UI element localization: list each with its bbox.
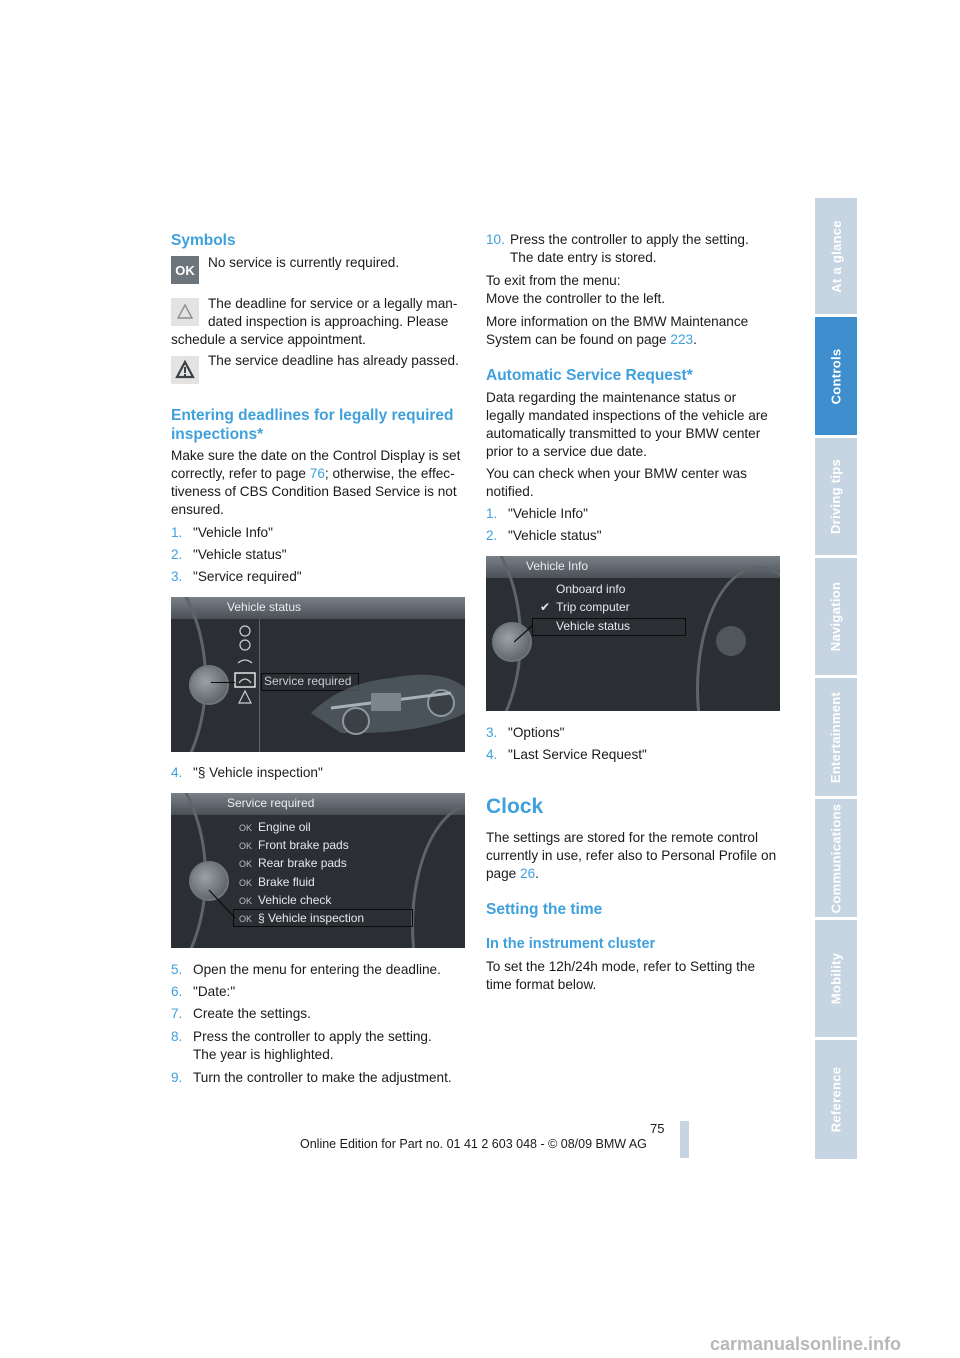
section-heading-deadlines-1: Entering deadlines for legally required — [171, 407, 454, 424]
step-item: 9. Turn the controller to make the adjustment. — [171, 1070, 452, 1085]
tab-navigation[interactable]: Navigation — [815, 558, 857, 675]
step-item: 6. "Date:" — [171, 984, 236, 999]
step-item-continued: The year is highlighted. — [193, 1047, 334, 1062]
tab-entertainment[interactable]: Entertainment — [815, 678, 857, 796]
paragraph-line: legally mandated inspections of the vehicle are — [486, 408, 768, 423]
symbol-passed-text: The service deadline has already passed. — [208, 353, 459, 368]
watermark: carmanualsonline.info — [710, 1334, 902, 1354]
step-item: 7. Create the settings. — [171, 1006, 311, 1021]
paragraph-line: prior to a service due date. — [486, 444, 647, 459]
service-item: OK Engine oil — [239, 820, 311, 834]
paragraph-line: currently in use, refer also to Personal Profile on — [486, 848, 777, 863]
warning-outline-icon — [171, 298, 199, 326]
screen-title: Service required — [227, 796, 315, 810]
service-item: OK Rear brake pads — [239, 856, 347, 870]
symbol-approaching-text-3: schedule a service appointment. — [171, 332, 366, 347]
svg-text:OK: OK — [175, 263, 195, 278]
step-item: 4. "§ Vehicle inspection" — [171, 765, 323, 780]
page-link-76[interactable]: 76 — [309, 466, 325, 481]
paragraph-line: Make sure the date on the Control Display is set — [171, 448, 461, 463]
step-item: 1. "Vehicle Info" — [171, 525, 273, 540]
clock-heading: Clock — [486, 795, 544, 818]
service-item-selected: OK § Vehicle inspection — [239, 911, 365, 925]
page-link-223[interactable]: 223 — [670, 332, 694, 347]
paragraph-line: To set the 12h/24h mode, refer to Setting the — [486, 959, 756, 974]
warning-filled-icon — [171, 356, 199, 384]
page-number: 75 — [650, 1121, 665, 1136]
status-icon-column — [233, 623, 257, 709]
tab-at-a-glance[interactable]: At a glance — [815, 198, 857, 314]
screenshot-vehicle-info — [486, 556, 780, 711]
service-required-label: Service required — [264, 674, 352, 688]
section-heading-setting-time: Setting the time — [486, 901, 603, 918]
tab-reference[interactable]: Reference — [815, 1040, 857, 1159]
step-item: 1. "Vehicle Info" — [486, 506, 588, 521]
paragraph-line: Data regarding the maintenance status or — [486, 390, 737, 405]
paragraph-line: page 26. — [486, 866, 539, 881]
service-item: OK Vehicle check — [239, 893, 332, 907]
paragraph-line: notified. — [486, 484, 534, 499]
paragraph-line: correctly, refer to page 76; otherwise, the effec- — [171, 466, 455, 481]
paragraph-line: To exit from the menu: — [486, 273, 621, 288]
step-item: 2. "Vehicle status" — [486, 528, 602, 543]
symbol-approaching-text-1: The deadline for service or a legally man- — [208, 296, 458, 311]
paragraph-line: Move the controller to the left. — [486, 291, 666, 306]
paragraph-line: The settings are stored for the remote control — [486, 830, 759, 845]
controller-knob-icon — [189, 665, 229, 705]
menu-item: Onboard info — [556, 582, 626, 596]
ok-icon — [171, 256, 199, 284]
menu-item-selected: Vehicle status — [556, 619, 631, 633]
step-item: 2. "Vehicle status" — [171, 547, 287, 562]
paragraph-line: You can check when your BMW center was — [486, 466, 747, 481]
menu-item: ✔ Trip computer — [540, 600, 630, 614]
screen-title: Vehicle Info — [526, 559, 589, 573]
step-item: 5. Open the menu for entering the deadline. — [171, 962, 441, 977]
edition-text: Online Edition for Part no. 01 41 2 603 048 - © 08/09 BMW AG — [300, 1137, 647, 1151]
step-item: 3. "Service required" — [171, 569, 302, 584]
screenshot-vehicle-status — [171, 597, 465, 752]
subheading-instrument-cluster: In the instrument cluster — [486, 936, 656, 952]
section-heading-asr: Automatic Service Request* — [486, 367, 693, 384]
paragraph-line: System can be found on page 223. — [486, 332, 697, 347]
paragraph-line: automatically transmitted to your BMW center — [486, 426, 761, 441]
service-item: OK Brake fluid — [239, 875, 315, 889]
screen-title: Vehicle status — [227, 600, 302, 614]
symbols-heading: Symbols — [171, 232, 236, 249]
section-heading-deadlines-2: inspections* — [171, 426, 264, 443]
screenshot-service-required — [171, 793, 465, 948]
symbol-approaching-text-2: dated inspection is approaching. Please — [208, 314, 449, 329]
step-item: 3. "Options" — [486, 725, 565, 740]
step-item: 10. Press the controller to apply the setting. — [486, 232, 749, 247]
tab-mobility[interactable]: Mobility — [815, 920, 857, 1037]
tab-communications[interactable]: Communications — [815, 799, 857, 917]
paragraph-line: time format below. — [486, 977, 597, 992]
step-item: 4. "Last Service Request" — [486, 747, 647, 762]
paragraph-line: More information on the BMW Maintenance — [486, 314, 749, 329]
car-xray-image — [301, 643, 465, 743]
paragraph-line: ensured. — [171, 502, 224, 517]
page-link-26[interactable]: 26 — [520, 866, 536, 881]
tab-controls[interactable]: Controls — [815, 317, 857, 435]
step-item: 8. Press the controller to apply the setting. — [171, 1029, 432, 1044]
page-number-bar — [680, 1121, 689, 1158]
service-item: OK Front brake pads — [239, 838, 349, 852]
step-item-continued: The date entry is stored. — [510, 250, 657, 265]
tab-driving-tips[interactable]: Driving tips — [815, 438, 857, 555]
symbol-ok-text: No service is currently required. — [208, 255, 400, 270]
paragraph-line: tiveness of CBS Condition Based Service is not — [171, 484, 457, 499]
